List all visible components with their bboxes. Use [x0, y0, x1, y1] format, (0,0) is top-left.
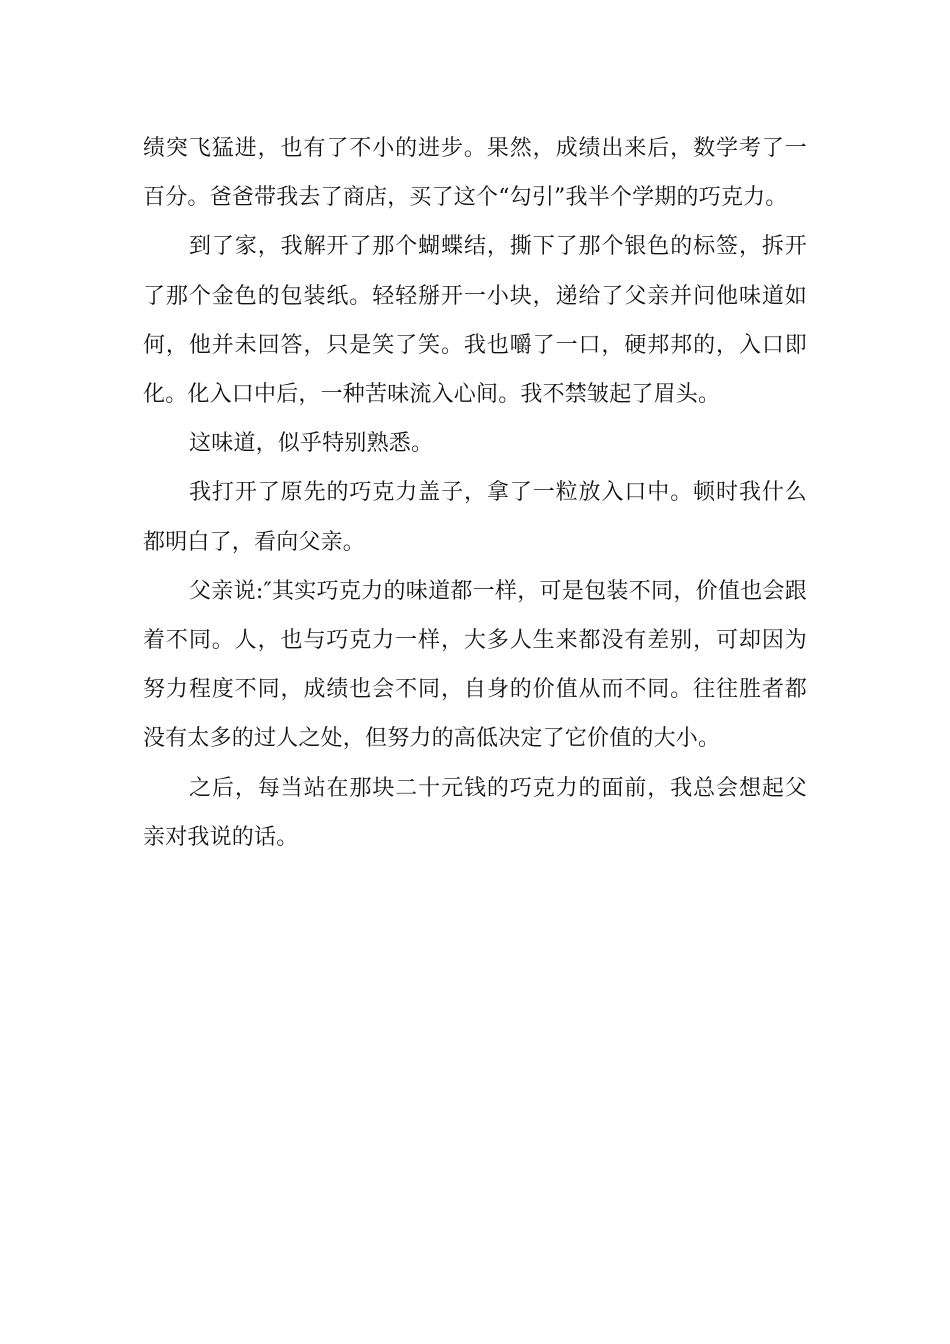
paragraph-3: 这味道，似乎特别熟悉。 — [189, 431, 434, 457]
document-body — [143, 124, 807, 862]
paragraph-6: 之后，每当站在那块二十元钱的巧克力的面前，我总会想起父亲对我说的话。 — [143, 775, 807, 850]
paragraph-4: 我打开了原先的巧克力盖子，拿了一粒放入口中。顿时我什么都明白了，看向父亲。 — [143, 480, 807, 555]
paragraph-5: 父亲说:″其实巧克力的味道都一样，可是包装不同，价值也会跟着不同。人，也与巧克力一样，大多人生来都没有差别，可却因为努力程度不同，成绩也会不同，自身的价值从而不同。往往胜者都没有太多的过人之处，但努力的高低决定了它价值的大小。 — [143, 578, 807, 752]
paragraph-2: 到了家，我解开了那个蝴蝶结，撕下了那个银色的标签，拆开了那个金色的包装纸。轻轻掰开一小块，递给了父亲并问他味道如何，他并未回答，只是笑了笑。我也嚼了一口，硬邦邦的，入口即化。化入口中后，一种苦味流入心间。我不禁皱起了眉头。 — [143, 234, 807, 408]
paragraph-1: 绩突飞猛进，也有了不小的进步。果然，成绩出来后，数学考了一百分。爸爸带我去了商店，买了这个“勾引”我半个学期的巧克力。 — [143, 136, 807, 211]
